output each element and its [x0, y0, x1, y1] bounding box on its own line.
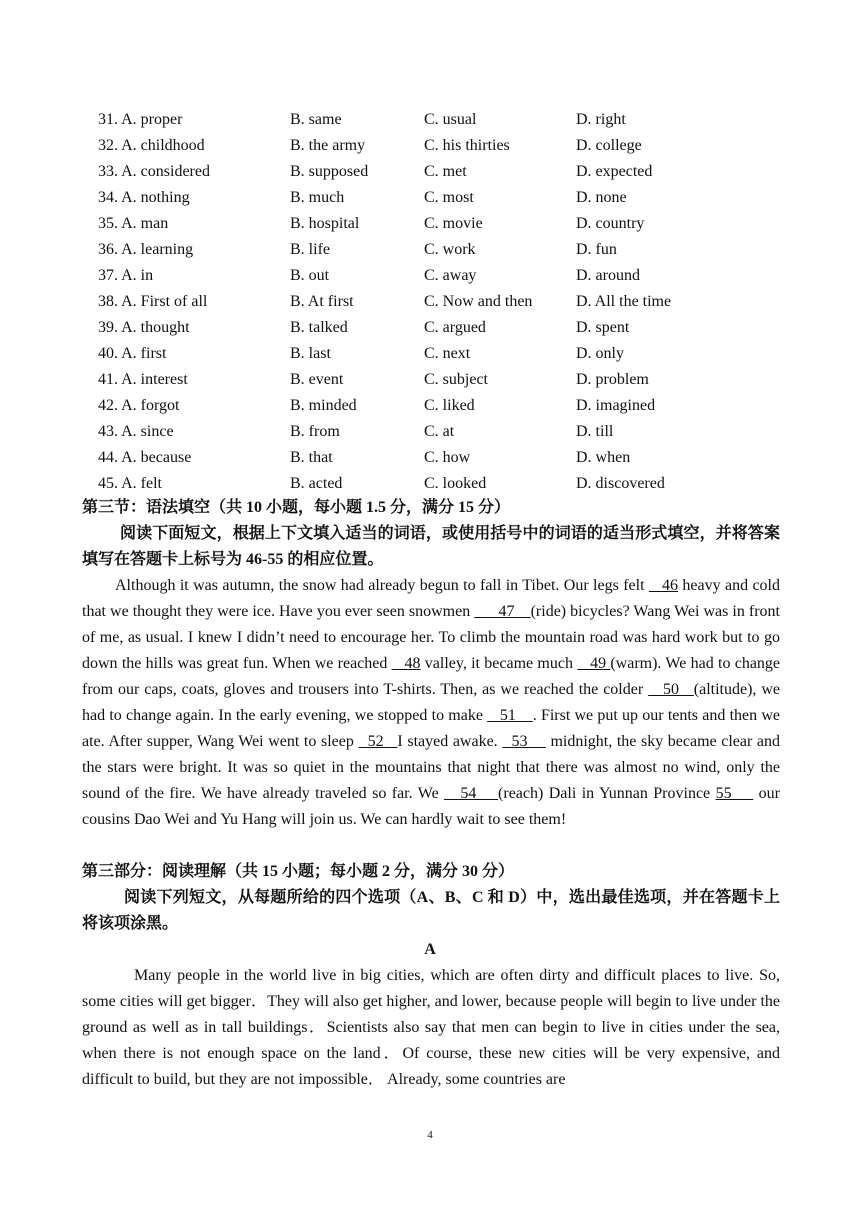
option-cell: D. expected: [576, 163, 653, 180]
option-row: [98, 107, 798, 133]
option-cell: D. spent: [576, 319, 630, 336]
option-cell: C. at: [424, 423, 455, 440]
option-cell: D. around: [576, 267, 640, 284]
option-cell: 41. A. interest: [98, 371, 188, 388]
option-cell: 37. A. in: [98, 267, 154, 284]
option-cell: C. looked: [424, 475, 487, 492]
answer-blank: 48: [391, 655, 421, 672]
option-cell: D. imagined: [576, 397, 656, 414]
option-cell: 36. A. learning: [98, 241, 194, 258]
option-cell: 33. A. considered: [98, 163, 210, 180]
passage-text: valley, it became much: [420, 655, 578, 672]
option-cell: 38. A. First of all: [98, 293, 208, 310]
option-cell: 45. A. felt: [98, 475, 162, 492]
answer-blank: 53: [502, 733, 546, 750]
cloze-options: [98, 107, 798, 497]
option-cell: B. last: [290, 345, 331, 362]
option-row: [98, 445, 798, 471]
option-cell: B. much: [290, 189, 345, 206]
option-cell: 31. A. proper: [98, 111, 183, 128]
option-cell: C. usual: [424, 111, 477, 128]
option-cell: 40. A. first: [98, 345, 167, 362]
option-cell: C. most: [424, 189, 474, 206]
passage-text: midnight, the sky became clear and the stars were bright. It was so quiet in the mountains that night that there was almost no wind, only the sound of the fire. We have already traveled so far. We: [82, 733, 781, 802]
page-number: 4: [427, 1129, 433, 1141]
option-cell: B. At first: [290, 293, 354, 310]
reading-passage: Many people in the world live in big cities, which are often dirty and difficult places to live. So, some cities will get bigger．They will also get higher, and lower, because people will begin to live under the ground as well as in tall buildings．Scientists also say that men can begin to live in cities under the sea, when there is not enough space on the land．Of course, these new cities will be very expensive, and difficult to build, but they are not impossible． Already, some countries are: [82, 967, 780, 1088]
option-cell: C. met: [424, 163, 467, 180]
answer-blank: 54: [444, 785, 499, 802]
option-cell: 39. A. thought: [98, 319, 190, 336]
answer-blank: 50: [648, 681, 694, 698]
option-cell: C. away: [424, 267, 477, 284]
option-cell: C. liked: [424, 397, 475, 414]
option-cell: B. event: [290, 371, 344, 388]
option-cell: B. supposed: [290, 163, 369, 180]
section3-instruction: 阅读下面短文，根据上下文填入适当的词语，或使用括号中的词语的适当形式填空，并将答案填写在答题卡上标号为 46-55 的相应位置。: [82, 525, 780, 568]
option-cell: 43. A. since: [98, 423, 174, 440]
passage-text: (warm). We had to change from our caps, coats, gloves and trousers into T-shirts. Then, as we reached the colder: [82, 655, 781, 698]
passage-text: . First we put up our tents and then we ate. After supper, Wang Wei went to sleep: [82, 707, 780, 750]
option-row: [98, 419, 798, 445]
option-cell: B. the army: [290, 137, 366, 154]
option-cell: B. life: [290, 241, 330, 258]
option-cell: D. country: [576, 215, 645, 232]
reading-passage-block: [82, 963, 780, 1093]
option-cell: B. minded: [290, 397, 357, 414]
part3: [82, 859, 780, 937]
option-row: [98, 289, 798, 315]
option-cell: C. Now and then: [424, 293, 533, 310]
option-cell: D. fun: [576, 241, 617, 258]
answer-blank: 46: [648, 577, 679, 594]
answer-blank: 51: [487, 707, 533, 724]
passage-text: I stayed awake.: [397, 733, 503, 750]
passage-text: (reach) Dali in Yunnan Province: [498, 785, 716, 802]
answer-blank: 47: [474, 603, 531, 620]
option-cell: C. argued: [424, 319, 486, 336]
option-row: [98, 393, 798, 419]
option-cell: D. when: [576, 449, 631, 466]
option-row: [98, 133, 798, 159]
option-cell: 34. A. nothing: [98, 189, 190, 206]
option-row: [98, 211, 798, 237]
option-row: [98, 237, 798, 263]
answer-blank: 49: [577, 655, 611, 672]
passage-text: (ride) bicycles? Wang Wei was in front of me, as usual. I knew I didn’t need to encourage her. To climb the mountain road was hard work but to go down the hills was great fun. When we reached: [82, 603, 780, 672]
option-row: [98, 185, 798, 211]
option-row: [98, 159, 798, 185]
passage-title: A: [424, 941, 436, 958]
option-cell: B. from: [290, 423, 340, 440]
option-row: [98, 367, 798, 393]
option-cell: D. problem: [576, 371, 649, 388]
option-cell: D. discovered: [576, 475, 665, 492]
option-cell: D. only: [576, 345, 624, 362]
answer-blank: 52: [358, 733, 398, 750]
part3-heading: 第三部分：阅读理解（共 15 小题；每小题 2 分，满分 30 分）: [82, 863, 515, 880]
option-cell: B. that: [290, 449, 333, 466]
section3-heading: 第三节：语法填空（共 10 小题，每小题 1.5 分，满分 15 分）: [82, 499, 511, 516]
option-cell: 42. A. forgot: [98, 397, 180, 414]
option-cell: C. movie: [424, 215, 483, 232]
option-cell: C. his thirties: [424, 137, 510, 154]
option-cell: D. college: [576, 137, 642, 154]
option-cell: 44. A. because: [98, 449, 192, 466]
passage-text: heavy and cold that we thought they were ice. Have you ever seen snowmen: [82, 577, 781, 620]
option-cell: B. talked: [290, 319, 348, 336]
option-cell: C. next: [424, 345, 471, 362]
option-cell: B. same: [290, 111, 342, 128]
passage-text: Although it was autumn, the snow had already begun to fall in Tibet. Our legs felt: [115, 577, 649, 594]
option-cell: B. acted: [290, 475, 343, 492]
passage-text: our cousins Dao Wei and Yu Hang will join us. We can hardly wait to see them!: [82, 785, 781, 828]
option-row: [98, 471, 798, 497]
option-cell: D. right: [576, 111, 626, 128]
option-row: [98, 341, 798, 367]
option-cell: C. work: [424, 241, 476, 258]
option-cell: B. out: [290, 267, 330, 284]
option-row: [98, 315, 798, 341]
part3-instruction: 阅读下列短文，从每题所给的四个选项（A、B、C 和 D）中，选出最佳选项，并在答题卡上将该项涂黑。: [82, 889, 780, 932]
answer-blank: 55: [715, 785, 754, 802]
option-cell: C. subject: [424, 371, 488, 388]
passage-text: (altitude), we had to change again. In the early evening, we stopped to make: [82, 681, 781, 724]
option-cell: B. hospital: [290, 215, 360, 232]
option-cell: C. how: [424, 449, 471, 466]
grammar-passage: [82, 573, 780, 833]
option-cell: 35. A. man: [98, 215, 169, 232]
option-cell: D. till: [576, 423, 614, 440]
section3: [82, 495, 780, 833]
option-row: [98, 263, 798, 289]
option-cell: 32. A. childhood: [98, 137, 205, 154]
option-cell: D. All the time: [576, 293, 672, 310]
option-cell: D. none: [576, 189, 627, 206]
